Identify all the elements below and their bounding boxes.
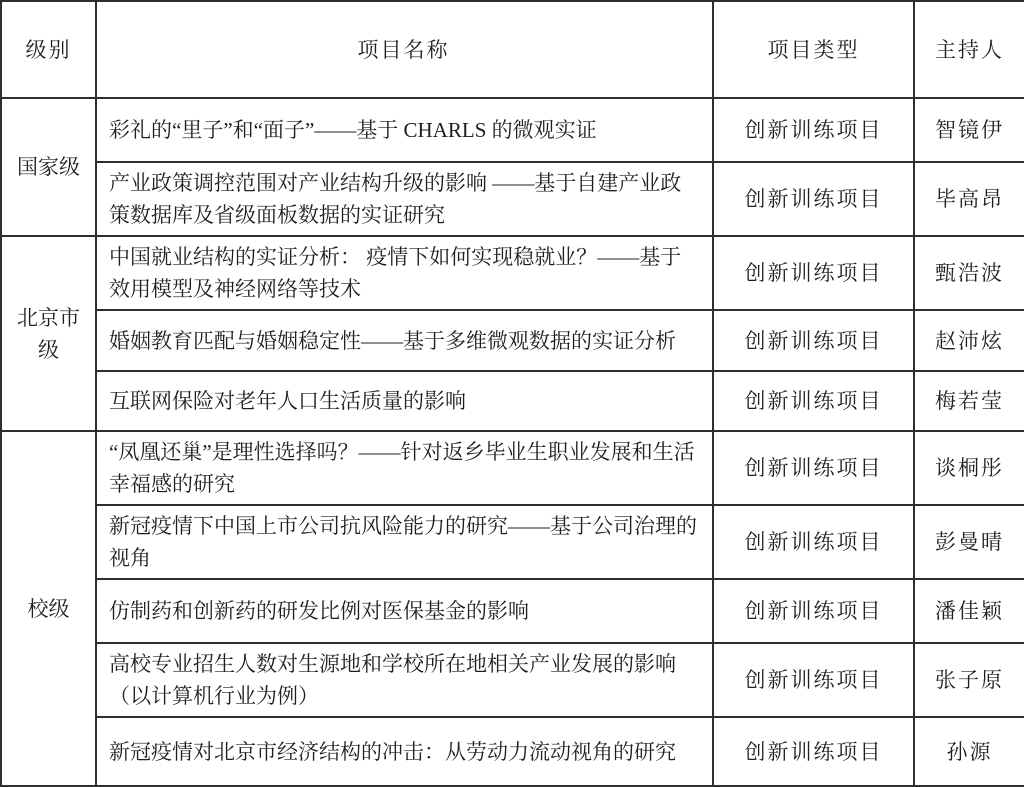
leader-cell: 赵沛炫 [914,310,1024,371]
leader-cell: 梅若莹 [914,371,1024,431]
project-name-cell: 仿制药和创新药的研发比例对医保基金的影响 [96,579,713,643]
project-type-cell: 创新训练项目 [713,505,914,579]
project-name-cell: 高校专业招生人数对生源地和学校所在地相关产业发展的影响（以计算机行业为例） [96,643,713,717]
level-cell-national: 国家级 [1,98,96,236]
table-row [1,98,1024,162]
project-name-cell: 彩礼的“里子”和“面子”——基于 CHARLS 的微观实证 [96,98,713,162]
table-row [1,310,1024,371]
table-row [1,162,1024,236]
table-row [1,505,1024,579]
table-row [1,371,1024,431]
header-project-name: 项目名称 [96,1,713,98]
project-type-cell: 创新训练项目 [713,162,914,236]
leader-cell: 毕高昂 [914,162,1024,236]
header-leader: 主持人 [914,1,1024,98]
project-name-cell: 新冠疫情下中国上市公司抗风险能力的研究——基于公司治理的视角 [96,505,713,579]
project-type-cell: 创新训练项目 [713,717,914,786]
table-header-row [1,1,1024,98]
project-name-cell: “凤凰还巢”是理性选择吗？——针对返乡毕业生职业发展和生活幸福感的研究 [96,431,713,505]
project-type-cell: 创新训练项目 [713,371,914,431]
table-row [1,431,1024,505]
table-row [1,236,1024,310]
project-name-cell: 婚姻教育匹配与婚姻稳定性——基于多维微观数据的实证分析 [96,310,713,371]
project-name-cell: 产业政策调控范围对产业结构升级的影响 ——基于自建产业政策数据库及省级面板数据的实证研究 [96,162,713,236]
project-type-cell: 创新训练项目 [713,579,914,643]
project-name-cell: 新冠疫情对北京市经济结构的冲击：从劳动力流动视角的研究 [96,717,713,786]
project-type-cell: 创新训练项目 [713,236,914,310]
project-name-cell: 中国就业结构的实证分析： 疫情下如何实现稳就业？——基于效用模型及神经网络等技术 [96,236,713,310]
header-level: 级别 [1,1,96,98]
leader-cell: 张子原 [914,643,1024,717]
leader-cell: 谈桐彤 [914,431,1024,505]
level-cell-school: 校级 [1,431,96,786]
header-project-type: 项目类型 [713,1,914,98]
project-name-cell: 互联网保险对老年人口生活质量的影响 [96,371,713,431]
project-type-cell: 创新训练项目 [713,643,914,717]
level-cell-beijing: 北京市级 [1,236,96,431]
table-row [1,579,1024,643]
leader-cell: 彭曼晴 [914,505,1024,579]
leader-cell: 潘佳颖 [914,579,1024,643]
project-type-cell: 创新训练项目 [713,310,914,371]
leader-cell: 甄浩波 [914,236,1024,310]
leader-cell: 智镜伊 [914,98,1024,162]
project-type-cell: 创新训练项目 [713,98,914,162]
leader-cell: 孙源 [914,717,1024,786]
table-row [1,643,1024,717]
table-row [1,717,1024,786]
project-type-cell: 创新训练项目 [713,431,914,505]
